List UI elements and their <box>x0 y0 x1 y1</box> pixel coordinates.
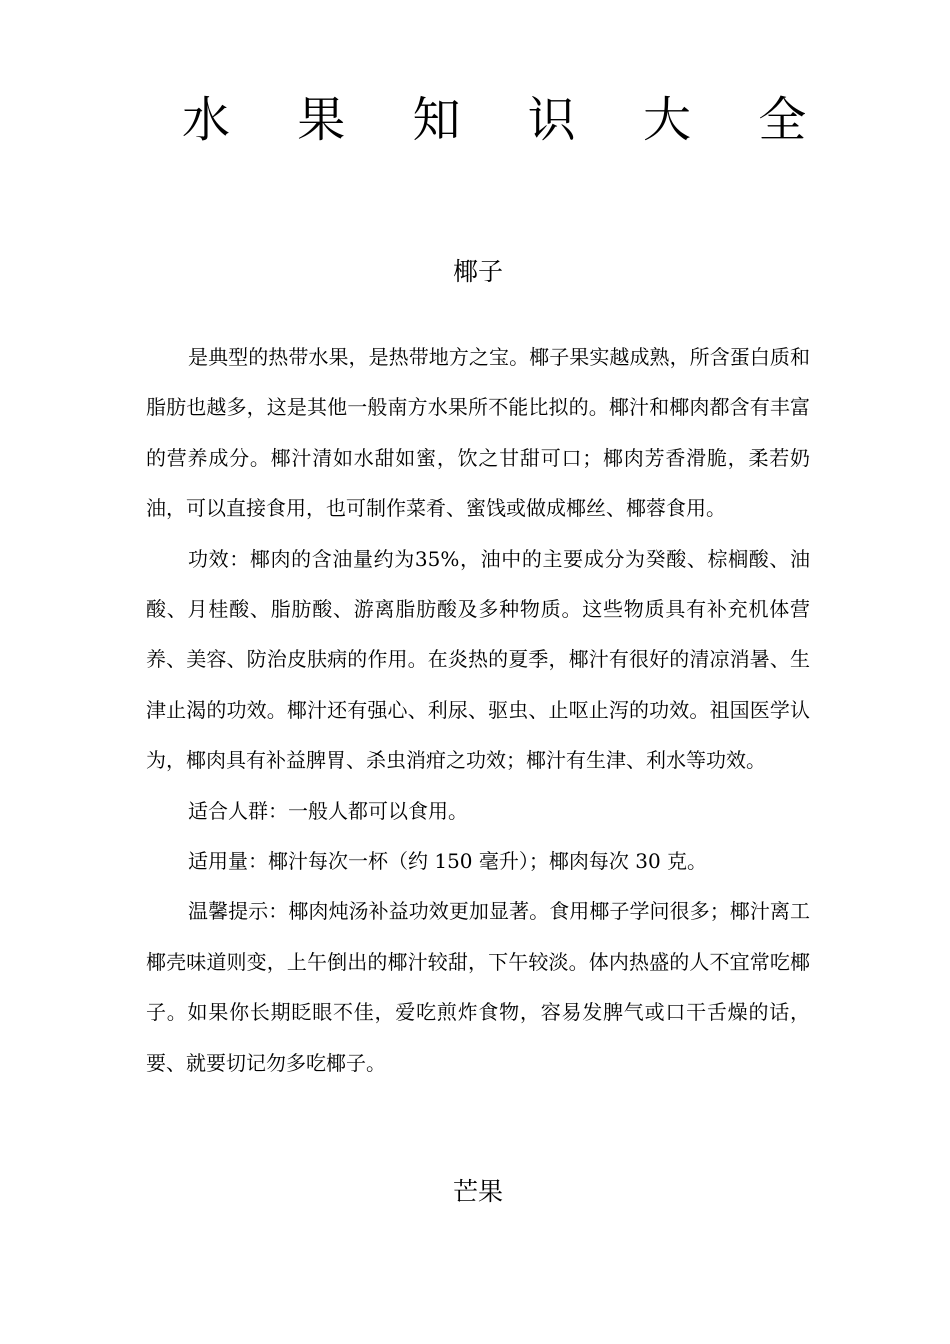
paragraph-efficacy: 功效：椰肉的含油量约为35%，油中的主要成分为癸酸、棕榈酸、油酸、月桂酸、脂肪酸、游离脂肪酸及多种物质。这些物质具有补充机体营养、美容、防治皮肤病的作用。在炎热的夏季，椰汁有很好的清凉消暑、生津止渴的功效。椰汁还有强心、利尿、驱虫、止呕止泻的功效。祖国医学认为，椰肉具有补益脾胃、杀虫消疳之功效；椰汁有生津、利水等功效。 <box>146 546 810 773</box>
paragraph-intro: 是典型的热带水果，是热带地方之宝。椰子果实越成熟，所含蛋白质和脂肪也越多，这是其他一般南方水果所不能比拟的。椰汁和椰肉都含有丰富的营养成分。椰汁清如水甜如蜜，饮之甘甜可口；椰肉芳香滑脆，柔若奶油，可以直接食用，也可制作菜肴、蜜饯或做成椰丝、椰蓉食用。 <box>146 345 810 521</box>
section-heading: 椰子 <box>452 257 503 286</box>
section-coconut <box>146 254 810 1088</box>
paragraph-tips: 温馨提示：椰肉炖汤补益功效更加显著。食用椰子学问很多；椰汁离工椰壳味道则变，上午倒出的椰汁较甜，下午较淡。体内热盛的人不宜常吃椰子。如果你长期眨眼不佳，爱吃煎炸食物，容易发脾气或口干舌燥的话，要、就要切记勿多吃椰子。 <box>146 899 810 1075</box>
document-title: 水 果 知 识 大 全 <box>182 92 833 148</box>
section-mango <box>146 1174 810 1210</box>
section-heading: 芒果 <box>452 1177 503 1206</box>
paragraph-dosage: 适用量：椰汁每次一杯（约 150 毫升）；椰肉每次 30 克。 <box>188 849 708 874</box>
paragraph-suitable-people: 适合人群：一般人都可以食用。 <box>188 798 468 823</box>
